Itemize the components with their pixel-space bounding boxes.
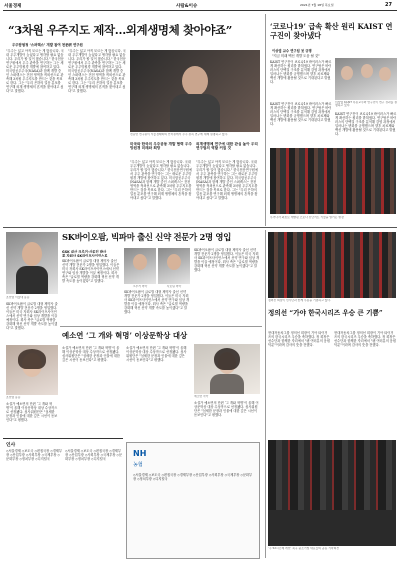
person-photo — [6, 232, 58, 294]
sk-photo2 — [158, 248, 190, 284]
corona-body-col1: KAIST 연구진이 코로나19 바이러스가 빠르게 확산하는 원리를 밝혀냈다. 연구팀은 바이러스의 단백질 구조를 분석해 감염 과정에서 일어나는 변화를 규명했으며 향후 치료제와 백신 개발에 활용될 것으로 기대된다고 밝혔다. — [270, 60, 332, 84]
lead-body-col1: "우주는 넓고 아직 모르는 게 많습니다. 국내 우주개발이 늦었다고 생각할 필요 없습니다. 우리가 할 일이 많습니다." 한국천문연구원에서 우주 관측을 연구하는 그는 새로운 우주망원경 개발에 참여하고 있다. 미국항공우주국(NASA)과 함께 개발 중인 스퍼렉스는 전천 영역을 적외선으로 관측해 3차원 우주지도를 만드는 것을 목표로 한다. 그는 "우리 은하의 얼음 분포를 연구해 외계 생명체의 흔적을 찾아내고 싶다"고 말했다. — [6, 49, 64, 93]
person-caption: 조선영 서울대 동문 — [6, 296, 30, 299]
lead-body-col4: "우주는 넓고 아직 모르는 게 많습니다. 국내 우주개발이 늦었다고 생각할 필요 없습니다. 우리가 할 일이 많습니다." 한국천문연구원에서 우주 관측을 연구하는 그는 새로운 우주망원경 개발에 참여하고 있다. 미국항공우주국(NASA)과 함께 개발 중인 스퍼렉스는 전천 영역을 적외선으로 관측해 3차원 우주지도를 만드는 것을 목표로 한다. 그는 "우리 은하의 얼음 분포를 연구해 외계 생명체의 흔적을 찾아내고 싶다"고 말했다. — [196, 160, 258, 200]
ceremony-caption: ‘주 52시간제 개선’ 촉구 중소기업 대표들의 공동 기자회견 — [268, 547, 339, 550]
pride-headline: 정의선 “가야 한국시리즈 우승 큰 기쁨” — [268, 309, 383, 317]
right-divider — [265, 230, 266, 558]
corona-photo — [335, 58, 397, 100]
lead-subhead: 우주탐험청 ‘스퍼렉스’ 개발 참여 천문硏 연구원 — [12, 43, 83, 47]
lead-body-col3: "우주는 넓고 아직 모르는 게 많습니다. 국내 우주개발이 늦었다고 생각할 필요 없습니다. 우리가 할 일이 많습니다." 한국천문연구원에서 우주 관측을 연구하는 그는 새로운 우주망원경 개발에 참여하고 있다. 미국항공우주국(NASA)과 함께 개발 중인 스퍼렉스는 전천 영역을 적외선으로 관측해 3차원 우주지도를 만드는 것을 목표로 한다. 그는 "우리 은하의 얼음 분포를 연구해 외계 생명체의 흔적을 찾아내고 싶다"고 말했다. — [130, 160, 192, 200]
ceremony-photo — [268, 440, 396, 546]
sk-sub1: GSK 대산 크루거·사로틴 박사 — [62, 250, 107, 253]
corona-body-col3: KAIST 연구진이 코로나19 바이러스가 빠르게 확산하는 원리를 밝혀냈다. 연구팀은 바이러스의 단백질 구조를 분석해 감염 과정에서 일어나는 변화를 규명했으며 향후 치료제와 백신 개발에 활용될 것으로 기대된다고 밝혔다. — [335, 112, 397, 136]
obit-body-col1: ◇서울경제 ◇보도국 ◇편집국장 ◇경제부장 ◇산업부장 ◇사회부장 ◇국제부장 ◇문화부장 ◇정치부장 ◇디지털국 — [6, 449, 62, 461]
obit-body-col2: ◇서울경제 ◇보도국 ◇편집국장 ◇경제부장 ◇산업부장 ◇사회부장 ◇국제부장 ◇문화부장 ◇정치부장 ◇디지털국 — [65, 449, 122, 461]
ad-line1: NH — [133, 449, 147, 458]
masthead-section: 사람&이슈 — [176, 4, 198, 9]
lead-photo — [130, 50, 260, 132]
cloud-caption: 우리나라 최초로 개발된 코로나 진단키트 기술을 알리는 현장 — [270, 216, 344, 219]
lead-pullquote: 미국와 한국의 우주공동 개발 협력 우주망원경 미래와 희망 — [130, 142, 192, 151]
ad-block — [126, 442, 260, 559]
sk-headline: SK바이오팜, 빅파마 출신 신약 전문가 2명 영입 — [62, 232, 231, 242]
corona-sub: "지금 미래 백신 개발 도움 될 것" — [272, 54, 320, 58]
masthead-date: 2021년 7월 18일 목요일 — [300, 3, 334, 7]
writer-photo — [194, 344, 260, 394]
corona-body-col2: KAIST 연구진이 코로나19 바이러스가 빠르게 확산하는 원리를 밝혀냈다. 연구팀은 바이러스의 단백질 구조를 분석해 감염 과정에서 일어나는 변화를 규명했으며 향후 치료제와 백신 개발에 활용될 것으로 기대된다고 밝혔다. — [270, 102, 332, 126]
lead-body-col2: "우주는 넓고 아직 모르는 게 많습니다. 국내 우주개발이 늦었다고 생각할 필요 없습니다. 우리가 할 일이 많습니다." 한국천문연구원에서 우주 관측을 연구하는 그는 새로운 우주망원경 개발에 참여하고 있다. 미국항공우주국(NASA)과 함께 개발 중인 스퍼렉스는 전천 영역을 적외선으로 관측해 3차원 우주지도를 만드는 것을 목표로 한다. 그는 "우리 은하의 얼음 분포를 연구해 외계 생명체의 흔적을 찾아내고 싶다"고 말했다. — [68, 49, 126, 93]
sk-body-col3: SK바이오팜이 글로벌 대형 제약사 출신 신약 개발 전문가 2명을 영입했다. 이들은 미국 자회사 SK라이프사이언스에서 신약 연구와 임상 개발을 이끌 예정이다. 회사 측은 "글로벌 역량을 강화해 혁신 신약 개발 속도를 높이겠다"고 말했다. — [194, 248, 260, 272]
person-small-body: 소설가 예소연의 단편 ‘그 개와 혁명’이 올해 이상문학상 대상 수상작으로 선정됐다. 심사위원단은 "섬세한 문장과 인물에 대한 깊은 시선이 돋보인다"고 평했다. — [6, 402, 58, 422]
ad-line2: 농협 — [133, 462, 143, 468]
lead-photo-caption: 천문연 연구원이 서울경제와의 인터뷰에서 우주 관측 연구에 대해 설명하고 있다. — [130, 133, 229, 136]
sk-body-col2: SK바이오팜이 글로벌 대형 제약사 출신 신약 개발 전문가 2명을 영입했다. 이들은 미국 자회사 SK라이프사이언스에서 신약 연구와 임상 개발을 이끌 예정이다. 회사 측은 "글로벌 역량을 강화해 혁신 신약 개발 속도를 높이겠다"고 말했다. — [124, 290, 190, 314]
person-body: SK바이오팜이 글로벌 대형 제약사 출신 신약 개발 전문가 2명을 영입했다. 이들은 미국 자회사 SK라이프사이언스에서 신약 연구와 임상 개발을 이끌 예정이다. 회사 측은 "글로벌 역량을 강화해 혁신 신약 개발 속도를 높이겠다"고 말했다. — [6, 302, 58, 330]
lead-quote2: 외계생명체 연구에 대한 관심 높아 우리 연구팀의 역할 커질 것 — [196, 142, 258, 151]
masthead-page: 27 — [385, 2, 392, 8]
ad-text: ◇서울경제 ◇보도국 ◇편집국장 ◇경제부장 ◇산업부장 ◇사회부장 ◇국제부장 ◇문화부장 ◇정치부장 ◇디지털국 — [133, 473, 253, 481]
pride-caption: 정의선 회장이 선수단과 함께 우승을 기념하고 있다. — [268, 299, 331, 302]
writer-headline: 예소연 ‘그 개와 혁명’ 이상문학상 대상 — [62, 331, 188, 340]
sk-sub2: 美 자회사 SK라이프사이언스로 — [62, 254, 108, 257]
writer-caption: 예소연 작가 — [194, 395, 209, 398]
obit-rule — [3, 438, 123, 439]
corona-event-photo — [270, 148, 396, 214]
obit-title: 인사 — [6, 443, 16, 447]
column-divider — [265, 14, 266, 226]
pride-body-col2: 현대자동차그룹 정의선 회장이 기아 타이거즈의 한국시리즈 우승을 축하했다. 정 회장은 선수단과 함께한 자리에서 "팬 여러분의 응원 덕분"이라며 감사의 뜻을 전했다. — [334, 331, 396, 347]
pride-body-col1: 현대자동차그룹 정의선 회장이 기아 타이거즈의 한국시리즈 우승을 축하했다. 정 회장은 선수단과 함께한 자리에서 "팬 여러분의 응원 덕분"이라며 감사의 뜻을 전했다. — [268, 331, 330, 347]
writer-body-col1: 소설가 예소연의 단편 ‘그 개와 혁명’이 올해 이상문학상 대상 수상작으로 선정됐다. 심사위원단은 "섬세한 문장과 인물에 대한 깊은 시선이 돋보인다"고 평했다. — [62, 346, 120, 362]
sk-photo1 — [124, 248, 156, 284]
sk-body-col1: SK바이오팜이 글로벌 대형 제약사 출신 신약 개발 전문가 2명을 영입했다. 이들은 미국 자회사 SK라이프사이언스에서 신약 연구와 임상 개발을 이끌 예정이다. 회사 측은 "글로벌 역량을 강화해 혁신 신약 개발 속도를 높이겠다"고 말했다. — [62, 259, 120, 283]
sk-divider — [60, 326, 262, 327]
writer-body-col2: 소설가 예소연의 단편 ‘그 개와 혁명’이 올해 이상문학상 대상 수상작으로 선정됐다. 심사위원단은 "섬세한 문장과 인물에 대한 깊은 시선이 돋보인다"고 평했다. — [126, 346, 187, 362]
person-title: 조선영 동문 — [6, 396, 21, 399]
lead-headline: “3차원 우주지도 제작…외계생명체 찾아야죠” — [8, 24, 232, 37]
corona-caption: 이상엽 KAIST 특훈교수와 연구진이 연구 성과를 설명하고 있다. — [335, 101, 397, 108]
sk-cap1: 크루거 박사 — [132, 285, 148, 288]
writer-body-col3: 소설가 예소연의 단편 ‘그 개와 혁명’이 올해 이상문학상 대상 수상작으로 선정됐다. 심사위원단은 "섬세한 문장과 인물에 대한 깊은 시선이 돋보인다"고 평했다. — [194, 401, 259, 417]
masthead-paper: 서울경제 — [4, 4, 22, 9]
sk-cap2: 사로틴 박사 — [166, 285, 182, 288]
corona-kicker: 이상엽 교수 연구팀 첫 규명 — [272, 49, 312, 53]
pride-photo — [268, 232, 396, 298]
section-divider — [3, 227, 397, 228]
masthead-rule — [3, 10, 397, 11]
corona-headline: ‘코로나19’ 급속 확산 원리 KAIST 연구진이 찾아냈다 — [270, 22, 393, 40]
person-small-photo — [6, 345, 58, 395]
